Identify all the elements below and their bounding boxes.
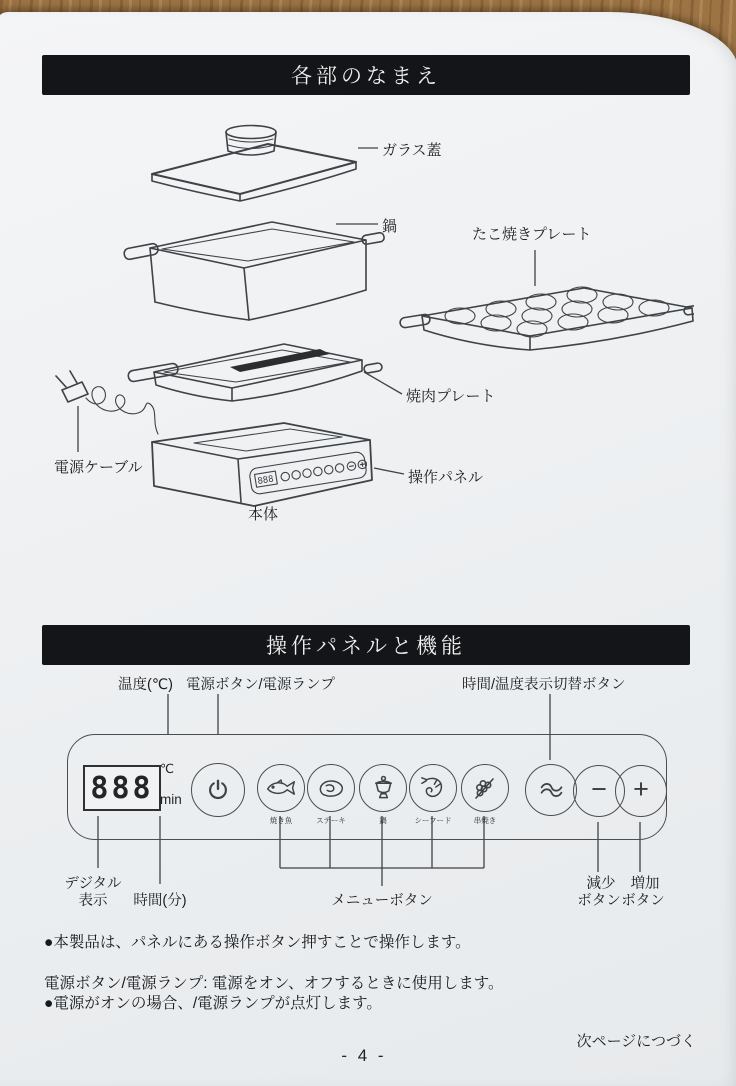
section-header-panel bbox=[42, 625, 690, 665]
pot-icon bbox=[372, 775, 395, 802]
menu-label-skewer: 串焼き bbox=[473, 816, 497, 825]
increase-button bbox=[615, 765, 667, 817]
leader-lines bbox=[78, 148, 535, 474]
section-header-parts bbox=[42, 55, 690, 95]
label-increase-1: 増加 bbox=[630, 876, 660, 892]
glass-lid-drawing bbox=[152, 126, 356, 202]
label-time-minutes: 時間(分) bbox=[133, 893, 187, 909]
label-menu-buttons: メニューボタン bbox=[331, 893, 433, 909]
label-decrease-2: ボタン bbox=[577, 893, 621, 909]
display-toggle-button bbox=[525, 764, 577, 816]
menu-label-grilled-fish: 焼き魚 bbox=[269, 816, 293, 825]
yakiniku-plate-drawing bbox=[128, 344, 383, 401]
label-digital-display-1: デジタル bbox=[64, 876, 122, 892]
label-main-body: 本体 bbox=[248, 506, 279, 523]
parts-line-art bbox=[44, 110, 694, 620]
label-control-panel: 操作パネル bbox=[408, 469, 484, 486]
control-panel-diagram bbox=[44, 670, 694, 922]
steak-icon bbox=[317, 777, 345, 800]
menu-label-seafood: シーフード bbox=[414, 816, 452, 825]
mini-control-panel-drawing bbox=[249, 451, 369, 495]
label-decrease-1: 減少 bbox=[586, 876, 616, 892]
label-power-cable: 電源ケーブル bbox=[54, 459, 143, 476]
label-temperature: 温度(℃) bbox=[118, 677, 173, 693]
label-pot: 鍋 bbox=[382, 218, 398, 235]
section-title: 各部のなまえ bbox=[291, 65, 441, 88]
plus-glyph: + bbox=[633, 774, 649, 804]
toggle-wave-icon bbox=[538, 780, 565, 800]
power-icon bbox=[205, 777, 231, 803]
power-button bbox=[191, 763, 245, 817]
label-glass-lid: ガラス蓋 bbox=[382, 142, 442, 159]
parts-diagram bbox=[44, 110, 694, 620]
shrimp-icon bbox=[420, 775, 446, 801]
minus-glyph: − bbox=[591, 774, 607, 804]
continue-note: 次ページにつづく bbox=[576, 1033, 696, 1050]
label-increase-2: ボタン bbox=[621, 893, 665, 909]
note-line: ●本製品は、パネルにある操作ボタン押すことで操作します。 bbox=[44, 934, 471, 951]
menu-button-steak bbox=[307, 764, 355, 812]
fish-icon bbox=[265, 776, 297, 800]
label-yakiniku-plate: 焼肉プレート bbox=[406, 388, 496, 405]
label-takoyaki-plate: たこ焼きプレート bbox=[472, 226, 592, 243]
unit-minutes: min bbox=[160, 792, 182, 807]
pot-drawing bbox=[123, 222, 384, 320]
page-number: - 4 - bbox=[341, 1046, 387, 1065]
label-digital-display-2: 表示 bbox=[78, 893, 108, 909]
manual-page bbox=[0, 12, 736, 1086]
notes-block bbox=[44, 933, 694, 1014]
menu-label-steak: ステーキ bbox=[316, 816, 346, 825]
section-title: 操作パネルと機能 bbox=[266, 635, 466, 658]
menu-button-skewer bbox=[461, 764, 509, 812]
label-display-toggle: 時間/温度表示切替ボタン bbox=[462, 677, 626, 693]
control-panel bbox=[67, 734, 667, 840]
mini-display-digits: 888 bbox=[256, 474, 275, 487]
unit-celsius: ℃ bbox=[160, 762, 175, 776]
note-line: 電源ボタン/電源ランプ: 電源をオン、オフするときに使用します。 bbox=[44, 975, 504, 992]
menu-button-grilled-fish bbox=[257, 764, 305, 812]
main-body-drawing bbox=[152, 423, 372, 506]
menu-button-seafood bbox=[409, 764, 457, 812]
menu-button-pot bbox=[359, 764, 407, 812]
menu-label-pot: 鍋 bbox=[379, 816, 387, 825]
skewer-icon bbox=[472, 775, 498, 801]
digital-display: 888 bbox=[83, 765, 161, 811]
note-line: ●電源がオンの場合、/電源ランプが点灯します。 bbox=[44, 995, 382, 1012]
takoyaki-plate-drawing bbox=[399, 287, 694, 350]
label-power-button: 電源ボタン/電源ランプ bbox=[186, 677, 336, 693]
